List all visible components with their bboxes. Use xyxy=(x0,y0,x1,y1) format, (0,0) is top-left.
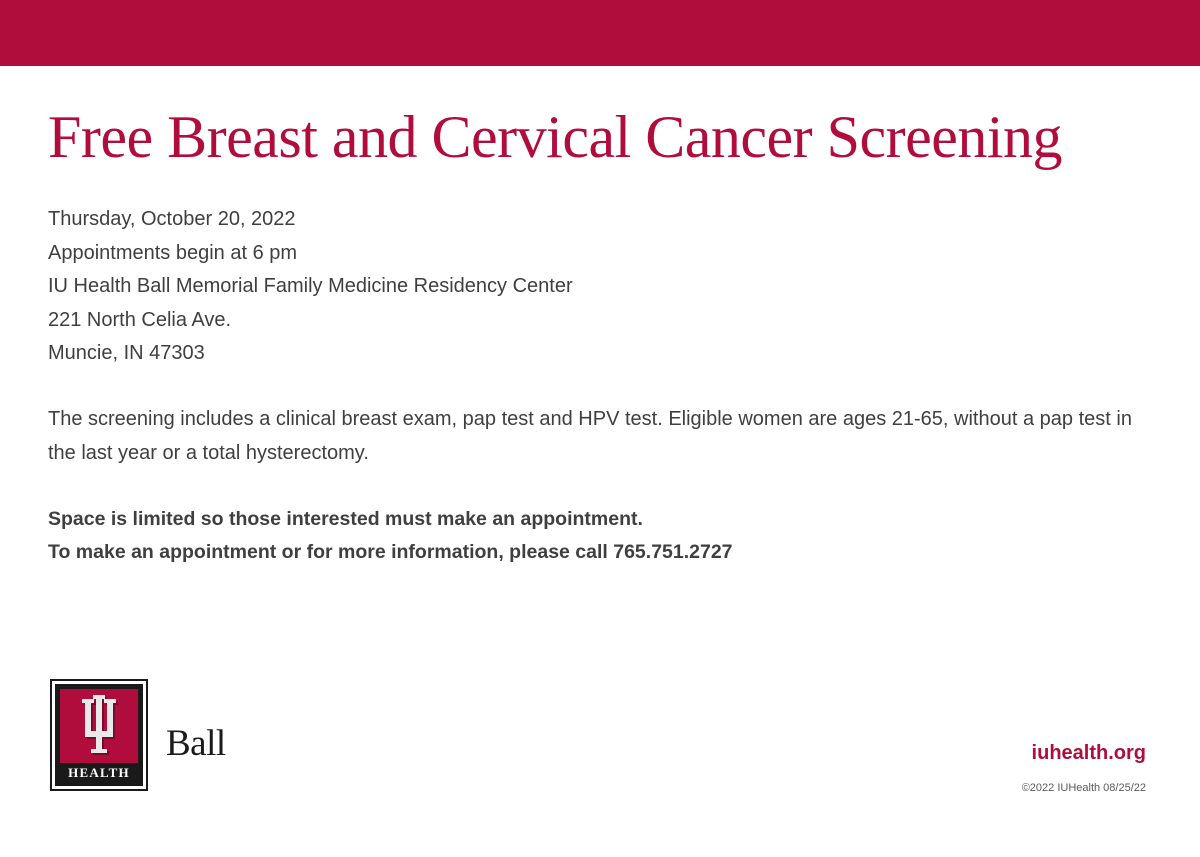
event-city-state-zip: Muncie, IN 47303 xyxy=(48,342,205,364)
logo-wordmark: HEALTH xyxy=(68,765,130,780)
appointment-notice xyxy=(48,503,733,569)
logo-background xyxy=(55,684,143,786)
iu-trident-icon xyxy=(60,689,138,763)
event-time: Appointments begin at 6 pm xyxy=(48,241,298,264)
event-venue: IU Health Ball Memorial Family Medicine Residency Center xyxy=(48,275,573,297)
facility-name: Ball xyxy=(166,723,226,764)
screening-description: The screening includes a clinical breast exam, pap test and HPV test. Eligible women are ages 21-65, without a pap test in the last year or a total hysterectomy. xyxy=(48,408,1132,464)
page-title: Free Breast and Cervical Cancer Screening xyxy=(48,104,1063,170)
website-link[interactable]: iuhealth.org xyxy=(1031,742,1146,764)
event-street-address: 221 North Celia Ave. xyxy=(48,308,232,331)
iu-health-logo xyxy=(50,679,148,791)
top-color-band xyxy=(0,0,1200,66)
space-limited-text: Space is limited so those interested must make an appointment. xyxy=(48,508,643,530)
event-details xyxy=(48,203,573,371)
event-date: Thursday, October 20, 2022 xyxy=(48,208,296,230)
copyright-text: ©2022 IUHealth 08/25/22 xyxy=(1021,782,1146,794)
call-to-action-text: To make an appointment or for more information, please call 765.751.2727 xyxy=(48,541,733,563)
